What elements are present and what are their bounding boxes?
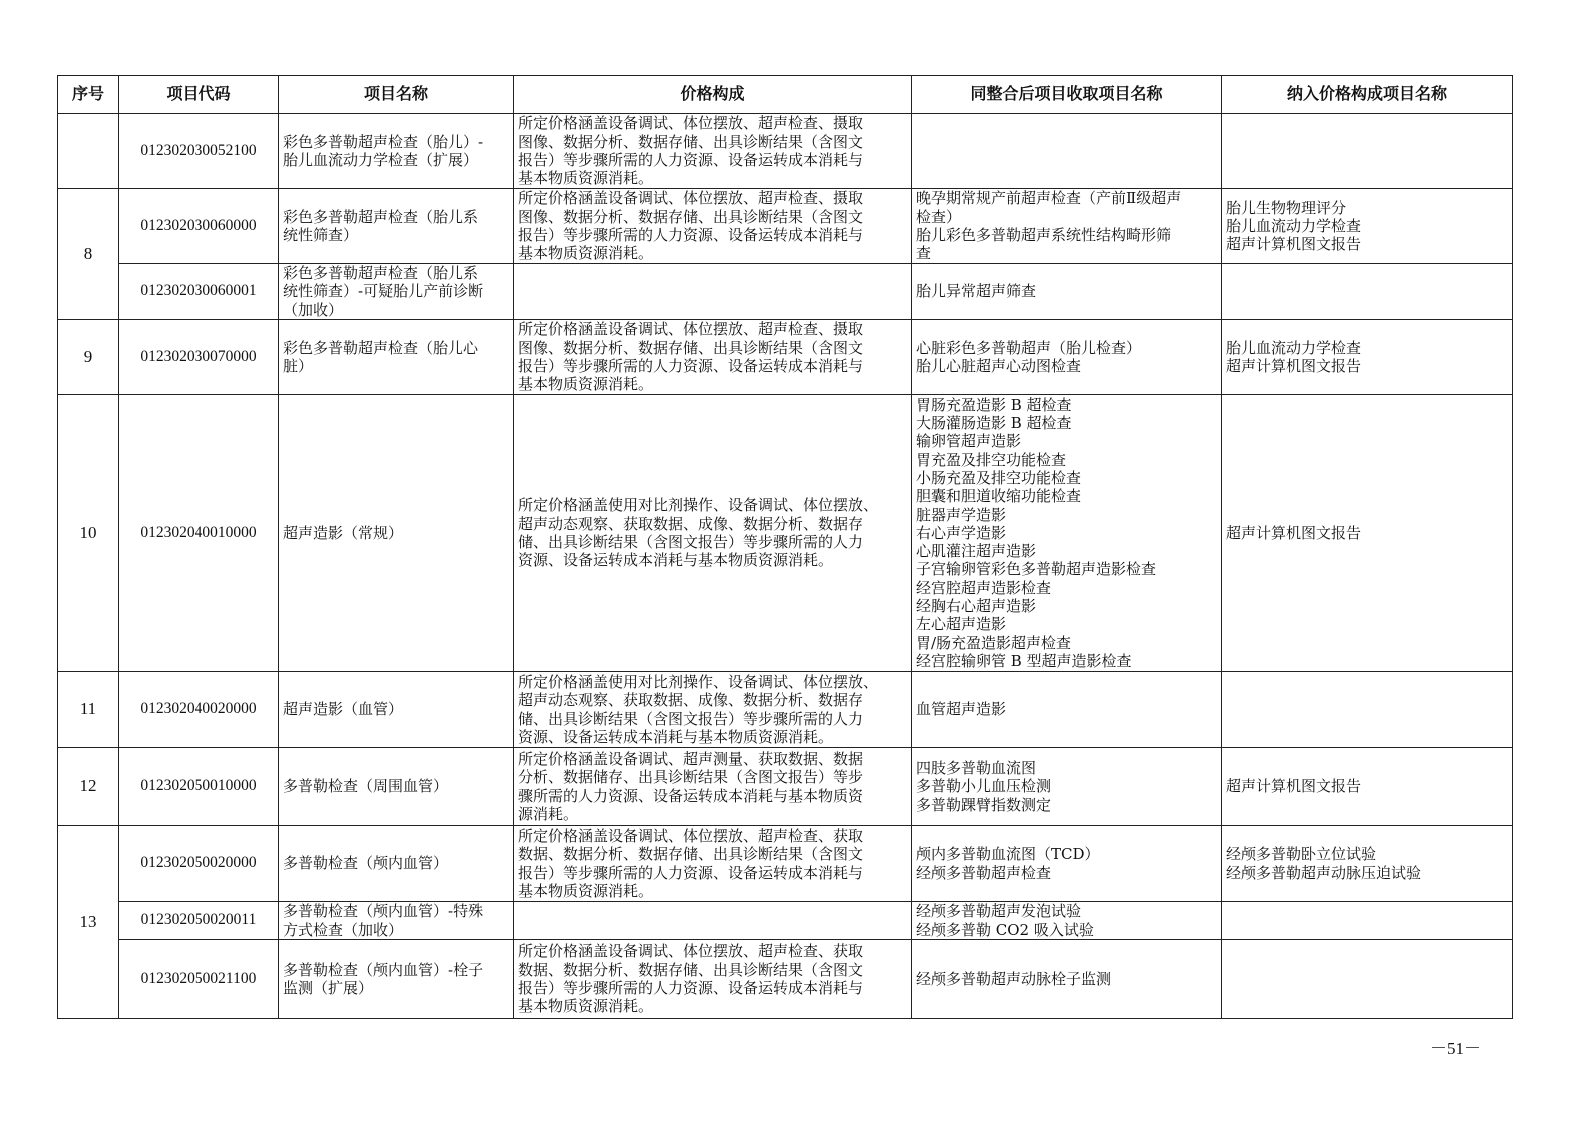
cell-price-line: 资源、设备运转成本消耗与基本物质资源消耗。	[518, 727, 834, 746]
cell-merged	[912, 672, 1222, 748]
cell-included	[1222, 395, 1513, 672]
cell-merged-line: 经胸右心超声造影	[916, 597, 1037, 616]
cell-price-line: 图像、数据分析、数据存储、出具诊断结果（含图文	[518, 207, 864, 226]
page-number: －51－	[1430, 1039, 1481, 1058]
cell-name	[279, 902, 514, 940]
cell-included	[1222, 672, 1513, 748]
cell-code: 012302030060000	[119, 189, 279, 264]
cell-price-line: 报告）等步骤所需的人力资源、设备运转成本消耗与	[518, 357, 864, 375]
header-price: 价格构成	[514, 76, 912, 114]
header-merged: 同整合后项目收取项目名称	[912, 76, 1222, 114]
cell-merged-line: 胎儿异常超声筛查	[916, 282, 1037, 301]
cell-merged-line: 胎儿彩色多普勒超声系统性结构畸形筛	[916, 226, 1172, 244]
cell-name-line: 彩色多普勒超声检查（胎儿）-	[283, 132, 484, 151]
cell-seq: 8	[58, 189, 119, 320]
cell-included-line: 胎儿生物物理评分	[1226, 198, 1347, 217]
cell-included-line: 胎儿血流动力学检查	[1226, 216, 1362, 235]
cell-price-line: 所定价格涵盖设备调试、体位摆放、超声检查、摄取	[518, 320, 864, 339]
cell-name	[279, 826, 514, 902]
cell-included	[1222, 189, 1513, 264]
cell-included	[1222, 320, 1513, 395]
cell-price	[514, 826, 912, 902]
table-row	[58, 320, 1513, 395]
cell-merged-line: 经颅多普勒超声发泡试验	[916, 902, 1082, 921]
cell-price-line: 所定价格涵盖使用对比剂操作、设备调试、体位摆放、	[518, 496, 879, 515]
table-row	[58, 264, 1513, 320]
cell-merged-line: 左心超声造影	[916, 615, 1007, 634]
price-table	[57, 75, 1513, 1019]
cell-merged	[912, 264, 1222, 320]
cell-price-line: 数据、数据分析、数据存储、出具诊断结果（含图文	[518, 960, 864, 979]
cell-name	[279, 264, 514, 320]
cell-name	[279, 672, 514, 748]
cell-merged	[912, 826, 1222, 902]
header-code: 项目代码	[119, 76, 279, 114]
table-row	[58, 940, 1513, 1019]
header-seq: 序号	[58, 76, 119, 114]
cell-merged-line: 查	[916, 244, 932, 263]
cell-name-line: 统性筛查）-可疑胎儿产前诊断	[283, 282, 484, 301]
cell-seq: 10	[58, 395, 119, 672]
cell-merged-line: 胎儿心脏超声心动图检查	[916, 357, 1082, 375]
cell-merged-line: 晚孕期常规产前超声检查（产前Ⅱ级超声	[916, 189, 1182, 208]
cell-included-line: 胎儿血流动力学检查	[1226, 338, 1362, 357]
cell-price	[514, 748, 912, 826]
cell-merged-line: 心肌灌注超声造影	[916, 542, 1037, 561]
cell-name-line: 多普勒检查（颅内血管）-栓子	[283, 960, 484, 979]
cell-name-line: 监测（扩展）	[283, 979, 374, 997]
cell-merged-line: 右心声学造影	[916, 523, 1007, 542]
cell-name	[279, 114, 514, 189]
cell-price-line: 所定价格涵盖设备调试、体位摆放、超声检查、获取	[518, 942, 864, 961]
cell-price-line: 报告）等步骤所需的人力资源、设备运转成本消耗与	[518, 863, 864, 882]
cell-merged-line: 胆囊和胆道收缩功能检查	[916, 487, 1082, 506]
cell-seq	[58, 114, 119, 189]
cell-merged-line: 血管超声造影	[916, 700, 1007, 719]
cell-price-line: 分析、数据储存、出具诊断结果（含图文报告）等步	[518, 768, 864, 787]
cell-merged-line: 经宫腔超声造影检查	[916, 578, 1052, 597]
cell-name-line: 彩色多普勒超声检查（胎儿系	[283, 264, 479, 283]
cell-price-line: 基本物质资源消耗。	[518, 244, 654, 263]
cell-price-line: 储、出具诊断结果（含图文报告）等步骤所需的人力	[518, 533, 864, 551]
cell-name-line: 多普勒检查（颅内血管）	[283, 854, 449, 873]
cell-included-line: 经颅多普勒卧立位试验	[1226, 845, 1377, 864]
cell-merged-line: 经颅多普勒 CO2 吸入试验	[916, 920, 1094, 939]
cell-price	[514, 320, 912, 395]
cell-included-line: 超声计算机图文报告	[1226, 777, 1362, 796]
cell-name-line: 彩色多普勒超声检查（胎儿心	[283, 338, 479, 357]
cell-code: 012302030052100	[119, 114, 279, 189]
cell-price-line: 报告）等步骤所需的人力资源、设备运转成本消耗与	[518, 979, 864, 997]
table-row	[58, 114, 1513, 189]
cell-name-line: 多普勒检查（周围血管）	[283, 777, 449, 796]
cell-merged	[912, 940, 1222, 1019]
cell-merged-line: 经颅多普勒超声检查	[916, 863, 1052, 882]
cell-merged-line: 输卵管超声造影	[916, 432, 1022, 451]
cell-price	[514, 672, 912, 748]
cell-price-line: 图像、数据分析、数据存储、出具诊断结果（含图文	[518, 338, 864, 357]
cell-price-line: 基本物质资源消耗。	[518, 169, 654, 188]
cell-name-line: 超声造影（血管）	[283, 700, 404, 719]
cell-price-line: 超声动态观察、获取数据、成像、数据分析、数据存	[518, 514, 864, 533]
cell-price-line: 所定价格涵盖使用对比剂操作、设备调试、体位摆放、	[518, 672, 879, 691]
cell-code: 012302040020000	[119, 672, 279, 748]
cell-price-line: 储、出具诊断结果（含图文报告）等步骤所需的人力	[518, 709, 864, 728]
cell-included	[1222, 826, 1513, 902]
cell-price	[514, 902, 912, 940]
cell-name	[279, 395, 514, 672]
cell-price-line: 报告）等步骤所需的人力资源、设备运转成本消耗与	[518, 226, 864, 244]
cell-price-line: 报告）等步骤所需的人力资源、设备运转成本消耗与	[518, 151, 864, 169]
cell-name	[279, 189, 514, 264]
cell-name-line: 统性筛查）	[283, 226, 359, 244]
cell-merged-line: 检查）	[916, 207, 962, 226]
cell-price-line: 骤所需的人力资源、设备运转成本消耗与基本物质资	[518, 786, 864, 805]
cell-merged	[912, 320, 1222, 395]
cell-code: 012302050010000	[119, 748, 279, 826]
cell-code: 012302030060001	[119, 264, 279, 320]
cell-price-line: 所定价格涵盖设备调试、体位摆放、超声检查、摄取	[518, 189, 864, 208]
cell-seq: 11	[58, 672, 119, 748]
cell-included-line: 超声计算机图文报告	[1226, 357, 1362, 375]
cell-code: 012302050020000	[119, 826, 279, 902]
cell-price-line: 所定价格涵盖设备调试、体位摆放、超声检查、摄取	[518, 114, 864, 133]
table-row	[58, 826, 1513, 902]
cell-merged-line: 子宫输卵管彩色多普勒超声造影检查	[916, 560, 1157, 579]
table-row	[58, 395, 1513, 672]
cell-price	[514, 114, 912, 189]
cell-name-line: 方式检查（加收）	[283, 920, 404, 939]
cell-code: 012302050020011	[119, 902, 279, 940]
cell-price	[514, 940, 912, 1019]
cell-included	[1222, 902, 1513, 940]
cell-price-line: 数据、数据分析、数据存储、出具诊断结果（含图文	[518, 845, 864, 864]
cell-merged-line: 四肢多普勒血流图	[916, 759, 1037, 778]
cell-name-line: 胎儿血流动力学检查（扩展）	[283, 151, 479, 169]
cell-merged-line: 心脏彩色多普勒超声（胎儿检查）	[916, 338, 1142, 357]
table-header-row	[58, 76, 1513, 114]
cell-name-line: 超声造影（常规）	[283, 523, 404, 542]
cell-name-line: 彩色多普勒超声检查（胎儿系	[283, 207, 479, 226]
cell-included	[1222, 114, 1513, 189]
cell-name	[279, 748, 514, 826]
cell-code: 012302030070000	[119, 320, 279, 395]
header-name: 项目名称	[279, 76, 514, 114]
cell-name-line: （加收）	[283, 300, 344, 319]
table-body	[58, 114, 1513, 1019]
table-row	[58, 672, 1513, 748]
cell-price-line: 图像、数据分析、数据存储、出具诊断结果（含图文	[518, 132, 864, 151]
header-included: 纳入价格构成项目名称	[1222, 76, 1513, 114]
cell-merged-line: 脏器声学造影	[916, 505, 1007, 524]
cell-price-line: 源消耗。	[518, 804, 579, 823]
table-row	[58, 748, 1513, 826]
cell-merged-line: 大肠灌肠造影 B 超检查	[916, 414, 1072, 433]
cell-included	[1222, 748, 1513, 826]
cell-merged-line: 胃肠充盈造影 B 超检查	[916, 395, 1072, 414]
cell-merged-line: 颅内多普勒血流图（TCD）	[916, 845, 1100, 864]
cell-merged-line: 经颅多普勒超声动脉栓子监测	[916, 969, 1112, 988]
cell-price-line: 基本物质资源消耗。	[518, 881, 654, 900]
table-row	[58, 189, 1513, 264]
cell-merged	[912, 902, 1222, 940]
cell-merged	[912, 748, 1222, 826]
cell-merged-line: 胃充盈及排空功能检查	[916, 450, 1067, 469]
cell-seq: 12	[58, 748, 119, 826]
cell-seq: 9	[58, 320, 119, 395]
cell-included-line: 经颅多普勒超声动脉压迫试验	[1226, 863, 1422, 882]
cell-price-line: 所定价格涵盖设备调试、超声测量、获取数据、数据	[518, 749, 864, 768]
cell-price-line: 基本物质资源消耗。	[518, 375, 654, 394]
cell-price	[514, 395, 912, 672]
cell-included-line: 超声计算机图文报告	[1226, 523, 1362, 542]
cell-code: 012302050021100	[119, 940, 279, 1019]
cell-price	[514, 189, 912, 264]
cell-price-line: 超声动态观察、获取数据、成像、数据分析、数据存	[518, 691, 864, 710]
cell-name-line: 脏）	[283, 357, 314, 375]
cell-name	[279, 320, 514, 395]
cell-merged-line: 多普勒小儿血压检测	[916, 777, 1052, 796]
cell-included	[1222, 264, 1513, 320]
cell-merged	[912, 189, 1222, 264]
cell-price	[514, 264, 912, 320]
cell-merged	[912, 395, 1222, 672]
cell-merged-line: 经宫腔输卵管 B 型超声造影检查	[916, 651, 1132, 670]
cell-included-line: 超声计算机图文报告	[1226, 235, 1362, 254]
cell-merged-line: 胃/肠充盈造影超声检查	[916, 633, 1072, 652]
cell-seq: 13	[58, 826, 119, 1019]
cell-price-line: 所定价格涵盖设备调试、体位摆放、超声检查、获取	[518, 826, 864, 845]
cell-merged-line: 多普勒踝臂指数测定	[916, 795, 1052, 814]
cell-price-line: 基本物质资源消耗。	[518, 997, 654, 1016]
cell-name-line: 多普勒检查（颅内血管）-特殊	[283, 902, 484, 921]
table-row	[58, 902, 1513, 940]
cell-price-line: 资源、设备运转成本消耗与基本物质资源消耗。	[518, 551, 834, 570]
cell-included	[1222, 940, 1513, 1019]
cell-merged-line: 小肠充盈及排空功能检查	[916, 468, 1082, 487]
cell-code: 012302040010000	[119, 395, 279, 672]
cell-merged	[912, 114, 1222, 189]
cell-name	[279, 940, 514, 1019]
